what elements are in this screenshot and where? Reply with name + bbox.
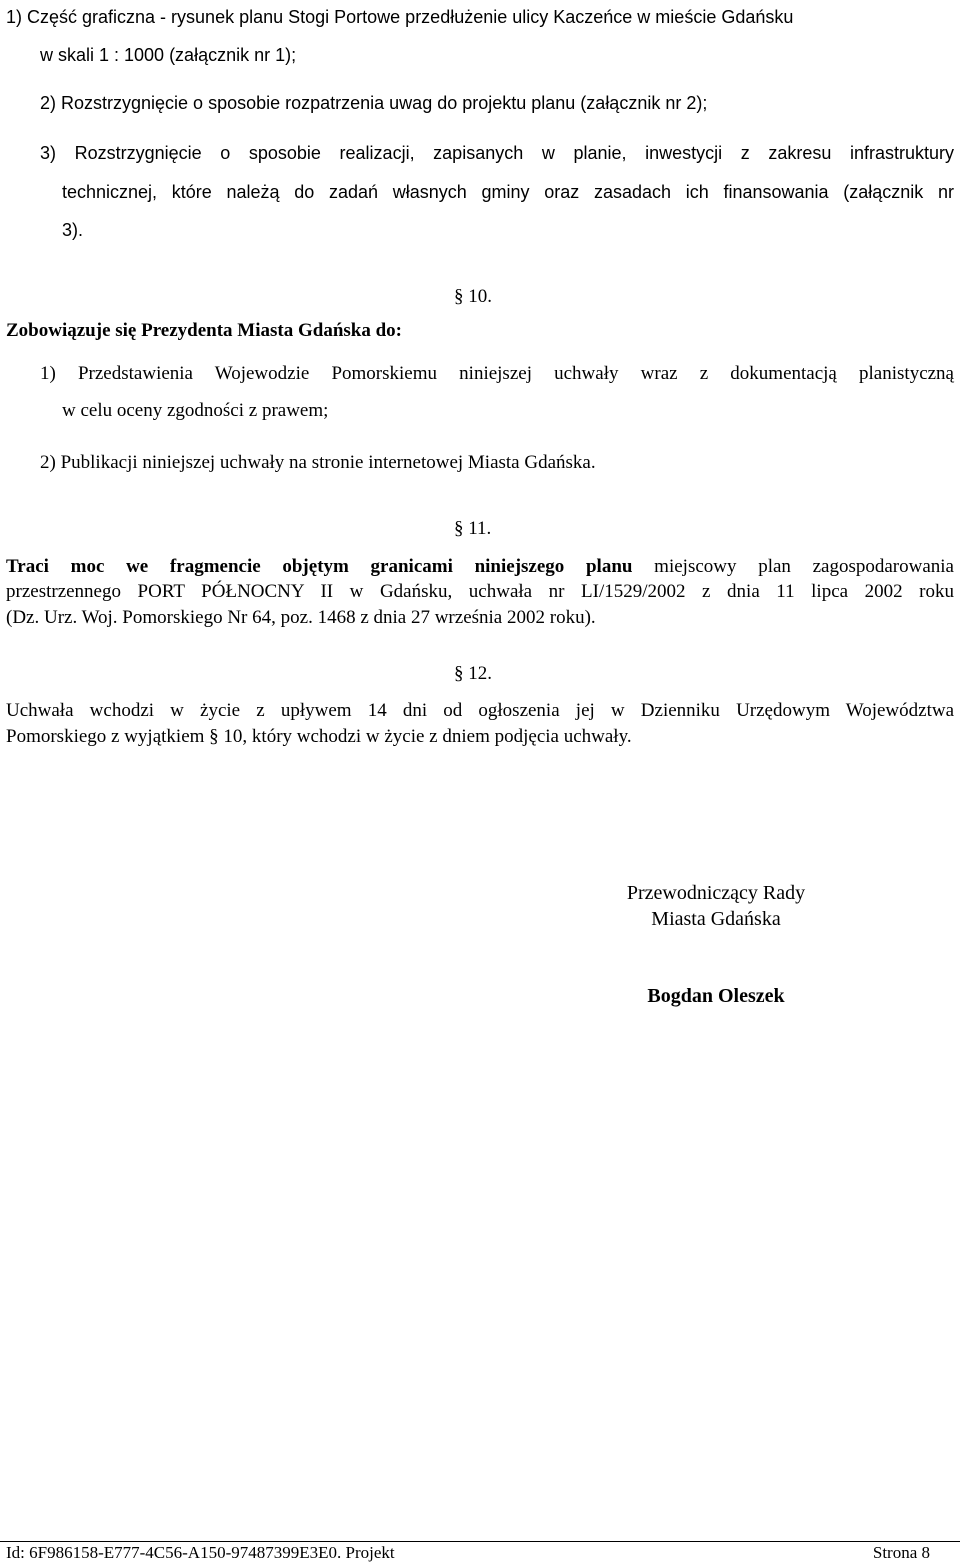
section-12-line-1: Uchwała wchodzi w życie z upływem 14 dni od ogłoszenia jej w Dzienniku Urzędowym Województwa	[6, 700, 954, 721]
signature-name: Bogdan Oleszek	[647, 985, 785, 1007]
annex-item-1-line-1: 1) Część graficzna - rysunek planu Stogi Portowe przedłużenie ulicy Kaczeńce w mieście Gdańsku	[6, 7, 794, 27]
section-10-heading: § 10.	[454, 286, 492, 307]
section-11-line-3: (Dz. Urz. Woj. Pomorskiego Nr 64, poz. 1468 z dnia 27 września 2002 roku).	[6, 607, 596, 628]
section-11-bold-lead: Traci moc we fragmencie objętym granicami niniejszego planu	[6, 556, 633, 577]
annex-item-3-line-1: 3) Rozstrzygnięcie o sposobie realizacji, zapisanych w planie, inwestycji z zakresu infrastruktury	[40, 143, 954, 163]
section-11-line-1	[6, 555, 954, 579]
annex-item-2: 2) Rozstrzygnięcie o sposobie rozpatrzenia uwag do projektu planu (załącznik nr 2);	[40, 93, 708, 113]
section-11-heading: § 11.	[454, 518, 492, 539]
footer-page-number: Strona 8	[872, 1543, 930, 1562]
section-11-line-1-rest: miejscowy plan zagospodarowania	[654, 556, 954, 577]
signature-title-line-2: Miasta Gdańska	[651, 908, 781, 930]
signature-title-line-1: Przewodniczący Rady	[626, 882, 806, 904]
section-10-item-2: 2) Publikacji niniejszej uchwały na stronie internetowej Miasta Gdańska.	[40, 452, 596, 473]
annex-item-1-line-2: w skali 1 : 1000 (załącznik nr 1);	[40, 45, 297, 65]
annex-item-3-line-3: 3).	[62, 220, 84, 240]
footer-document-id: Id: 6F986158-E777-4C56-A150-97487399E3E0. Projekt	[6, 1543, 395, 1562]
section-10-intro: Zobowiązuje się Prezydenta Miasta Gdańska do:	[6, 320, 403, 341]
section-10-item-1-line-1: 1) Przedstawienia Wojewodzie Pomorskiemu niniejszej uchwały wraz z dokumentacją planistyczną	[40, 363, 954, 384]
section-12-line-2: Pomorskiego z wyjątkiem § 10, który wchodzi w życie z dniem podjęcia uchwały.	[6, 726, 632, 747]
section-11-line-2: przestrzennego PORT PÓŁNOCNY II w Gdańsku, uchwała nr LI/1529/2002 z dnia 11 lipca 2002 roku	[6, 581, 954, 602]
annex-item-3-line-2: technicznej, które należą do zadań własnych gminy oraz zasadach ich finansowania (załącznik nr	[62, 182, 954, 202]
section-12-heading: § 12.	[454, 663, 492, 684]
section-10-item-1-line-2: w celu oceny zgodności z prawem;	[62, 400, 329, 421]
